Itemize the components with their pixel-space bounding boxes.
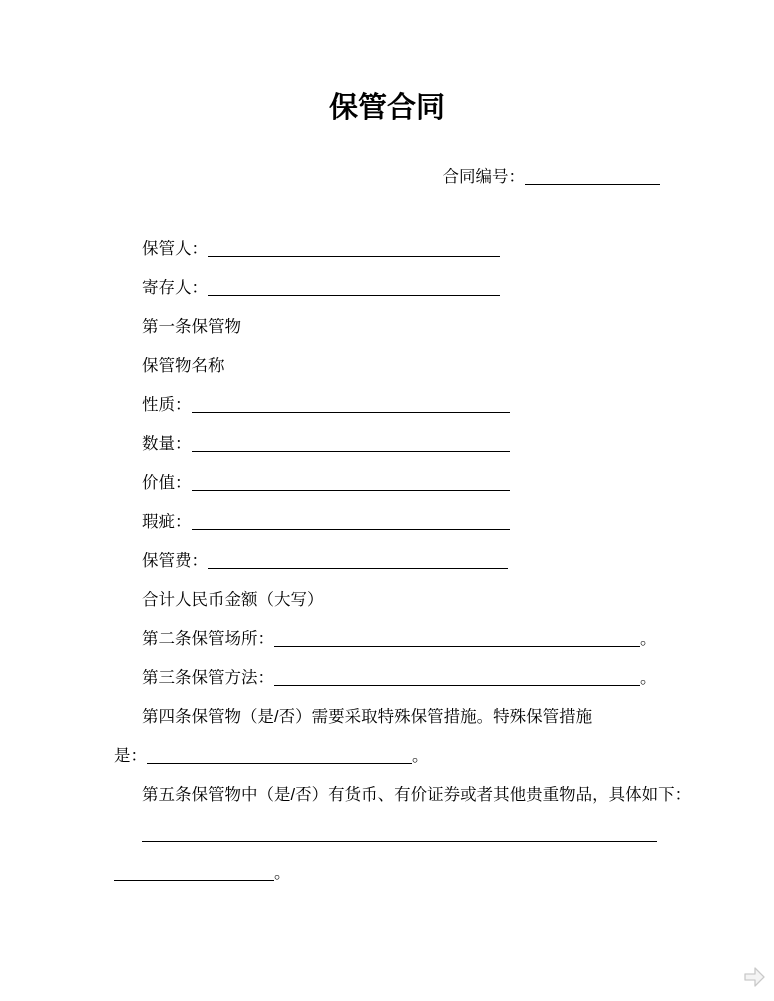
document-body [0,230,774,893]
next-page-arrow-icon[interactable] [742,963,766,991]
field-special-measures-blank[interactable] [147,758,412,764]
field-storage-fee-blank[interactable] [208,563,508,569]
page-title: 保管合同 [328,92,445,124]
field-valuables-blank-2[interactable] [114,875,274,881]
field-special-measures-continuation [114,737,674,776]
field-quantity [114,425,674,464]
field-depositor [114,269,674,308]
field-defects-blank[interactable] [192,524,510,530]
article-2-storage-place [114,620,674,659]
field-keeper [114,230,674,269]
article-3-label: 第三条保管方法： [142,669,274,687]
field-valuables-line-2 [114,854,674,893]
item-name-heading [114,347,674,386]
field-special-measures-suffix: 。 [412,747,429,765]
article-3-storage-method [114,659,674,698]
total-amount-heading-label: 合计人民币金额（大写） [142,591,324,609]
article-5-label: 第五条保管物中（是/否）有货币、有价证券或者其他贵重物品，具体如下： [142,786,692,804]
article-2-label: 第二条保管场所： [142,630,274,648]
field-keeper-label: 保管人： [142,240,208,258]
article-2-suffix: 。 [640,630,657,648]
contract-number-row [0,164,774,190]
field-valuables-suffix: 。 [274,864,291,882]
field-valuables-blank-1[interactable] [142,836,657,842]
item-name-heading-label: 保管物名称 [142,357,225,375]
total-amount-heading [114,581,674,620]
field-quantity-blank[interactable] [192,446,510,452]
field-storage-fee [114,542,674,581]
field-nature-label: 性质： [142,396,192,414]
article-4-label: 第四条保管物（是/否）需要采取特殊保管措施。特殊保管措施 [142,708,593,726]
article-2-blank[interactable] [274,641,640,647]
article-4-special-measures [114,698,674,737]
field-storage-fee-label: 保管费： [142,552,208,570]
field-defects-label: 瑕疵： [142,513,192,531]
article-1-heading-label: 第一条保管物 [142,318,241,336]
field-special-measures-label: 是： [114,747,147,765]
field-value-label: 价值： [142,474,192,492]
field-quantity-label: 数量： [142,435,192,453]
field-nature-blank[interactable] [192,407,510,413]
article-1-heading [114,308,674,347]
field-depositor-label: 寄存人： [142,279,208,297]
contract-number-blank[interactable] [525,179,660,185]
article-5-valuables [114,776,692,815]
field-valuables-line-1 [114,815,674,854]
field-depositor-blank[interactable] [208,290,500,296]
article-3-blank[interactable] [274,680,640,686]
article-3-suffix: 。 [640,669,657,687]
contract-number-label: 合同编号： [442,168,525,186]
field-keeper-blank[interactable] [208,251,500,257]
field-value-blank[interactable] [192,485,510,491]
field-defects [114,503,674,542]
field-value [114,464,674,503]
field-nature [114,386,674,425]
